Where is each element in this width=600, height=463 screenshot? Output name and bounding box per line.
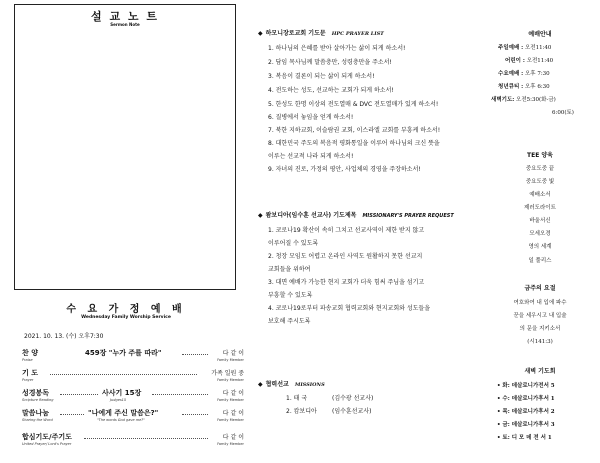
dotted-leader <box>182 354 208 355</box>
dawn-prayer-row: • 금: 데살로니가후서 3 <box>497 422 555 428</box>
mission-country: 2. 캄보디아 <box>286 408 317 415</box>
dotted-leader <box>84 438 208 439</box>
tee-heading: TEE 양육 <box>527 152 553 159</box>
tee-line: 모세오경 <box>529 231 551 237</box>
diamond-icon: ◆ <box>258 381 263 388</box>
order-middle: "나에게 주신 말씀은?" <box>88 409 159 417</box>
order-row-united-prayer <box>22 432 244 452</box>
sermon-note-title: 설 교 노 트 <box>91 10 159 23</box>
order-label-en: Scripture Reading <box>22 398 54 402</box>
prayer-item: 9. 자녀의 진로, 가정의 평안, 사업체의 경영을 주장하소서! <box>268 166 421 173</box>
worship-row: 주일예배 : 오전11:40 <box>498 45 552 51</box>
order-middle-en: Judges15 <box>110 398 127 402</box>
order-right: 다 같 이 <box>222 410 244 417</box>
dotted-leader <box>152 394 208 395</box>
mission-missionary: (김수광 선교사) <box>332 395 374 402</box>
prayer-item: 4. 전도하는 성도, 선교하는 교회가 되게 하소서! <box>268 87 394 94</box>
prayer-item: 8. 대한민국 주도의 복음적 평화통일을 이루어 하나님의 크신 뜻을 <box>268 140 440 147</box>
order-label-en: Sharing the Word <box>22 418 53 422</box>
prayer-item: 7. 북한 지하교회, 이슬람권 교회, 이스라엘 교회를 부흥케 하소서! <box>268 127 441 134</box>
missionary-item: 보호해 주시도록 <box>268 318 311 325</box>
order-right-en: Family Member <box>217 398 244 402</box>
order-middle-en: "The words God gave me?" <box>97 418 145 422</box>
tee-line: 중요도중 빛 <box>525 179 555 185</box>
tee-line: 바울서신 <box>529 218 551 224</box>
tee-line: 영의 세계 <box>528 244 552 250</box>
diamond-icon: ◆ <box>258 30 263 37</box>
tee-line: 일 풀리스 <box>528 258 552 264</box>
worship-row: 어린이 : 오전11:40 <box>505 58 554 64</box>
order-row-sharing <box>22 408 244 428</box>
dotted-leader <box>60 394 98 395</box>
order-right-en: Family Member <box>217 442 244 446</box>
order-middle: 사사기 15장 <box>102 389 142 397</box>
prayer-item: 2. 담임 목사님께 말씀충만, 성령충만을 주소서! <box>268 59 392 66</box>
diamond-icon: ◆ <box>258 212 263 219</box>
missionary-item: 교회들을 위하여 <box>268 266 311 273</box>
missionary-item: 3. 대면 예배가 가능한 현지 교회가 더욱 힘써 주님을 섬기고 <box>268 279 425 286</box>
order-right-en: Family Member <box>217 418 244 422</box>
order-middle: 459장 "누가 주를 따라" <box>85 349 162 357</box>
tee-line: 제러도라이트 <box>524 205 556 211</box>
service-date: 2021. 10. 13. (수) 오후7:30 <box>24 333 104 340</box>
order-row-prayer <box>22 368 244 388</box>
tee-line: 중요도중 끝 <box>525 166 555 172</box>
prayer-item: 5. 한성도 한명 이상의 전도열매 & DVC 전도열매가 있게 하소서! <box>268 101 439 108</box>
worship-row-extra: 6:00(토) <box>552 110 574 116</box>
order-label-en: Praise <box>22 358 33 362</box>
worship-row: 새벽기도: 오전5:30(화-금) <box>491 97 556 103</box>
prayer-item: 3. 복음이 결론이 되는 삶이 되게 하소서! <box>268 73 375 80</box>
memory-verse-line: 꾼을 세우시고 내 입술 <box>513 313 567 319</box>
memory-verse-line: 여호와여 내 입에 파수 <box>513 300 567 306</box>
order-label: 기 도 <box>22 369 38 377</box>
order-right: 다 같 이 <box>222 390 244 397</box>
memory-verse-line: (시141:3) <box>527 339 553 345</box>
order-right-en: Family Member <box>217 378 244 382</box>
service-title: 수 요 가 정 예 배 <box>66 304 186 315</box>
worship-row: 청년큐티 : 오후 6:30 <box>498 84 550 90</box>
missionary-item: 부흥할 수 있도록 <box>268 292 313 299</box>
missions-heading: ◆ 협력선교 MISSIONS <box>258 381 325 388</box>
sermon-note-subtitle: Sermon Note <box>110 22 140 27</box>
dawn-prayer-row: • 화: 데살로니가전서 5 <box>497 383 555 389</box>
worship-info-heading: 예배안내 <box>528 31 552 38</box>
order-label: 성경봉독 <box>22 389 50 397</box>
prayer-item: 이루는 선교적 나라 되게 하소서! <box>268 153 354 160</box>
memory-verse-heading: 금주의 요절 <box>524 285 556 292</box>
dawn-prayer-row: • 수: 데살로니가후서 1 <box>497 396 555 402</box>
prayer-item: 6. 질병에서 놓임을 얻게 하소서! <box>268 114 354 121</box>
mission-missionary: (임수훈선교사) <box>332 408 372 415</box>
missionary-item: 이루어질 수 있도록 <box>268 240 319 247</box>
dotted-leader <box>50 374 197 375</box>
order-label-en: United Prayer/ Lord's Prayer <box>22 442 72 446</box>
service-subtitle: Wednesday Family Worship Service <box>81 315 171 320</box>
dawn-prayer-row: • 토: 디 모 데 전 서 1 <box>497 435 552 441</box>
dawn-prayer-heading: 새벽 기도회 <box>524 368 556 375</box>
missionary-prayer-heading: ◆ 쾀보디아(임수훈 선교사) 기도제목 MISSIONARY'S PRAYER REQUEST <box>258 212 454 219</box>
missionary-item: 2. 청장 모임도 어렵고 온라인 사역도 원활하지 못한 선교지 <box>268 253 423 260</box>
order-row-praise <box>22 348 244 368</box>
order-right: 가족 일원 중 <box>211 370 244 377</box>
order-right: 다 같 이 <box>222 434 244 441</box>
order-right-en: Family Member <box>217 358 244 362</box>
dotted-leader <box>182 414 208 415</box>
mission-country: 1. 태 국 <box>286 395 308 402</box>
tee-line: 예배소서 <box>529 192 551 198</box>
order-label: 합심기도/주기도 <box>22 433 72 441</box>
memory-verse-line: 의 문을 지키소서 <box>519 326 561 332</box>
prayer-item: 1. 하나님의 은혜를 받아 살아가는 삶이 되게 하소서! <box>268 45 406 52</box>
missionary-item: 1. 코로나19 확산이 속히 그치고 선교사역이 제한 받지 않고 <box>268 227 425 234</box>
order-row-scripture <box>22 388 244 408</box>
missionary-item: 4. 코로나19로부터 파송교회 협력교회와 현지교회와 성도들을 <box>268 305 431 312</box>
dotted-leader <box>60 414 84 415</box>
prayer-list-heading: ◆ 하모니장로교회 기도문 HPC PRAYER LIST <box>258 30 384 37</box>
sermon-note-box <box>14 4 236 290</box>
order-right: 다 같 이 <box>222 350 244 357</box>
order-label-en: Prayer <box>22 378 34 382</box>
order-label: 찬 양 <box>22 349 38 357</box>
dawn-prayer-row: • 목: 데살로니가후서 2 <box>497 409 555 415</box>
worship-row: 수요예배 : 오후 7:30 <box>498 71 550 77</box>
order-label: 말씀나눔 <box>22 409 50 417</box>
